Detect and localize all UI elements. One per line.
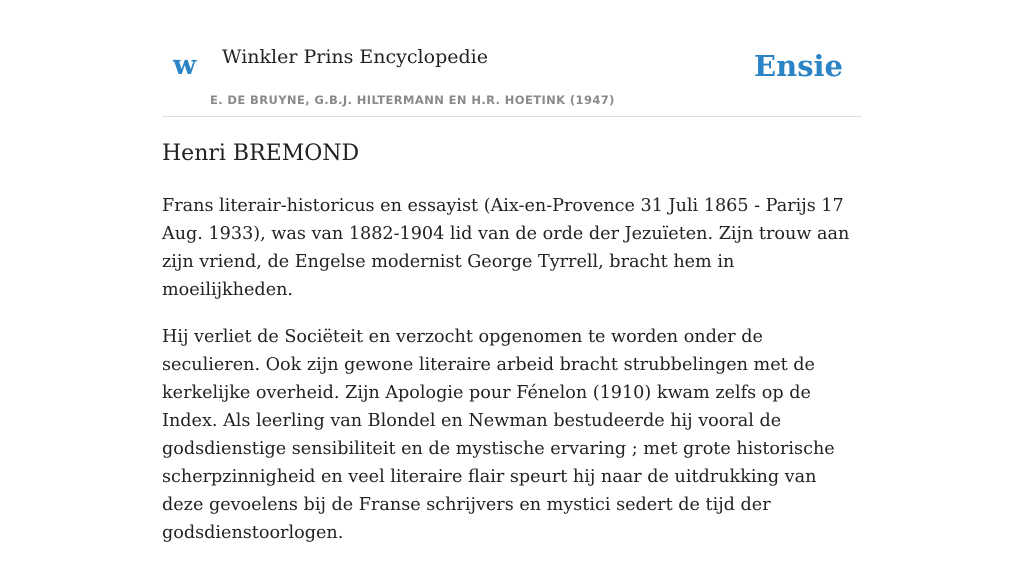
source-authors: E. DE BRUYNE, G.B.J. HILTERMANN EN H.R. HOETINK (1947): [210, 93, 615, 107]
article-body: [162, 192, 862, 566]
article-paragraph: Frans literair-historicus en essayist (Aix-en-Provence 31 Juli 1865 - Parijs 17 Aug. 1933), was van 1882-1904 lid van de orde der Jezuïeten. Zijn trouw aan zijn vriend, de Engelse modernist George Tyrrell, bracht hem in moeilijkheden.: [162, 196, 850, 300]
source-header: [162, 0, 862, 117]
source-title-link[interactable]: Winkler Prins Encyclopedie: [222, 46, 488, 68]
article-title: Henri BREMOND: [162, 141, 360, 166]
ensie-logo-link[interactable]: Ensie: [754, 49, 843, 83]
article-paragraph: Hij verliet de Sociëteit en verzocht opgenomen te worden onder de seculieren. Ook zijn gewone literaire arbeid bracht strubbelingen met de kerkelijke overheid. Zijn Apologie pour Fénelon (1910) kwam zelfs op de Index. Als leerling van Blondel en Newman bestudeerde hij vooral de godsdienstige sensibiliteit en de mystische ervaring ; met grote historische scherpzinnigheid en veel literaire flair speurt hij naar de uitdrukking van deze gevoelens bij de Franse schrijvers en mystici sedert de tijd der godsdienstoorlogen.: [162, 327, 835, 543]
winkler-prins-logo[interactable]: w: [173, 50, 197, 81]
